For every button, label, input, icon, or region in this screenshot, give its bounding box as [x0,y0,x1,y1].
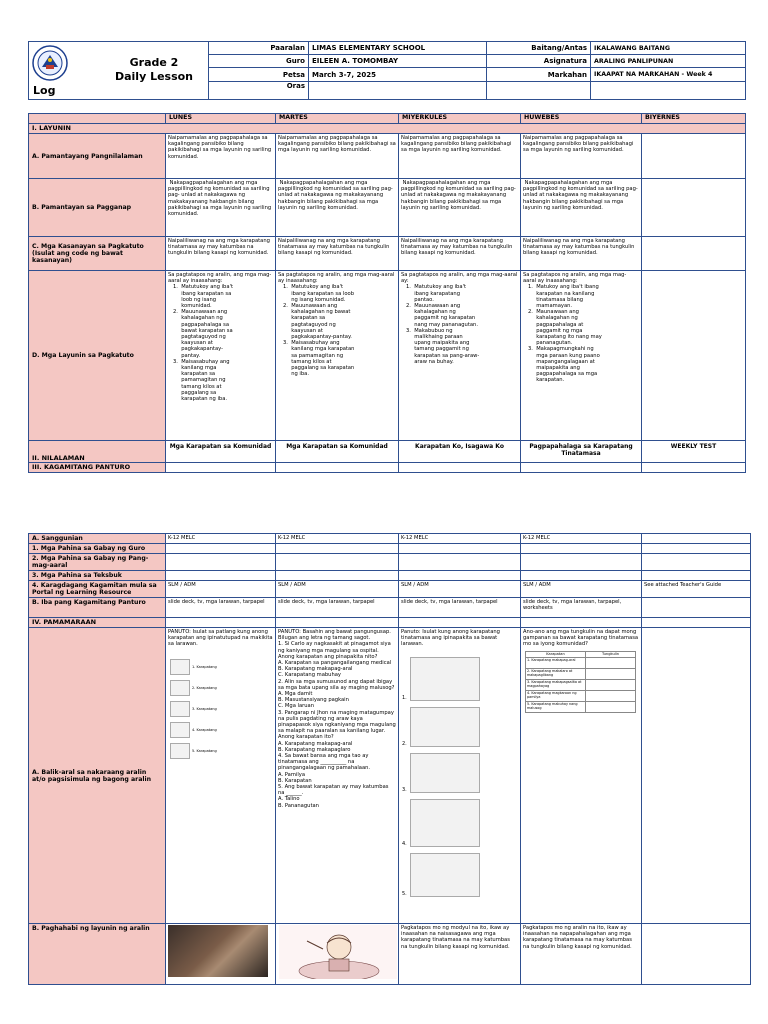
section-layunin-row [29,124,746,134]
lesson-table-2 [28,533,751,985]
day-martes: MARTES [276,114,399,124]
child-photo-icon [168,925,268,977]
picture-item: 4. [402,793,517,847]
row-label: 2. Mga Pahina sa Gabay ng Pang-mag-aaral [29,554,166,571]
cell-text: Pagpapahalaga sa Karapatang Tinatamasa [521,441,642,463]
cell-text: slide deck, tv, mga larawan, tarpapel [276,598,399,618]
row-nilalaman [29,441,746,463]
cell-text: slide deck, tv, mga larawan, tarpapel [166,598,276,618]
paghahabi-huwebes: Pagkatapos mo ng aralin na ito, ikaw ay inaasahan na napapahalagahan ang mga karapatang tinatamasa na may katumbas na tungkulin bilang kasapi ng komunidad. [521,924,642,985]
cell-text [642,598,751,618]
row-sanggunian [29,534,751,544]
cell-text: Nakapagpapahalagahan ang mga pagpillingkod ng komunidad sa sariling pag- unlad at nakakagawa ng makakayanang hakbangin bilang pakikibahagi sa mga layunin ng sariling komunidad. [521,179,642,237]
title-cell [29,42,209,100]
grade-level-value: IKALAWANG BAITANG [591,42,746,55]
cell-text: Nakapagpapahalagahan ang mga pagpillingkod ng komunidad sa sariling pag- unlad at nakakagawa ng makakayanang hakbangin bilang pakikibahagi sa mga layunin ng sariling komunidad. [399,179,521,237]
cell-text [642,134,746,179]
row-pamantayan-pagganap [29,179,746,237]
cell-text: K-12 MELC [276,534,399,544]
house-picture-icon [410,657,480,701]
row-teksbuk [29,571,751,581]
subject-label: Asignatura [487,55,591,68]
cell-text: slide deck, tv, mga larawan, tarpapel, worksheets [521,598,642,618]
cell-text: Naipaliliwanag na ang mga karapatang tinatamasa ay may katumbas na tungkulin bilang kasapi ng komunidad. [521,237,642,271]
row-label: A. Balik-aral sa nakaraang aralin at/o pagsisimula ng bagong aralin [29,628,166,924]
cell-text [642,237,746,271]
cell-text: WEEKLY TEST [642,441,746,463]
teacher-value: EILEEN A. TOMOMBAY [309,55,487,68]
title-line3: Log [33,84,56,97]
row-label: A. Pamantayang Pangnilalaman [29,134,166,179]
worksheet-item: 4. Karapatang [170,720,271,741]
lesson-table [28,113,746,473]
balik-aral-miyerkules [399,628,521,924]
date-label: Petsa [209,68,309,82]
time-label: Oras [209,82,309,100]
quarter-label: Markahan [487,68,591,82]
quarter-value: IKAAPAT NA MARKAHAN - Week 4 [591,68,746,82]
table-row: 4. Karapatang magkaroon ng pamilya [526,690,636,701]
child-drawing-icon [170,680,190,696]
karapatan-tungkulin-table [525,651,636,713]
row-iba-pang [29,598,751,618]
row-label: B. Iba pang Kagamitang Panturo [29,598,166,618]
paghahabi-miyerkules: Pagkatapos mo ng modyul na ito, ikaw ay inaasahan na naisasagawa ang mga karapatang tinatamasa na may katumbas na tungkulin bilang kasapi ng komunidad. [399,924,521,985]
cell-text: SLM / ADM [166,581,276,598]
cell-text: SLM / ADM [399,581,521,598]
section-pamamaraan: IV. PAMAMARAAN [29,618,166,628]
table-row: 1. Karapatang makapag-aral [526,657,636,668]
day-biyernes: BIYERNES [642,114,746,124]
section-pamamaraan-row [29,618,751,628]
header-block [28,41,745,99]
grade-level-label: Baitang/Antas [487,42,591,55]
cell-text: K-12 MELC [399,534,521,544]
people-picture-icon [410,799,480,847]
row-label: B. Paghahabi ng layunin ng aralin [29,924,166,985]
cartoon-official-icon [279,925,397,979]
school-value: LIMAS ELEMENTARY SCHOOL [309,42,487,55]
cell-text: Naipaliliwanag na ang mga karapatang tinatamasa ay may katumbas na tungkulin bilang kasapi ng komunidad. [276,237,399,271]
cell-text: PANUTO: Isulat sa patlang kung anong karapatan ang ipinatutupad na makikita sa larawan. [168,629,275,648]
header-table [28,41,746,100]
lesson-table-page2 [28,533,750,985]
row-label: D. Mga Layunin sa Pagkatuto [29,271,166,441]
cell-text: Sa pagtatapos ng aralin, ang mga mag-aaral ay inaasahang: 1. Matutukoy ang iba't ibang karapatan sa loob ng isang komunidad. 2. Mauunawaan ang kahalagahan ng bawat karapatan sa pagtataguyod ng kaayusan at pagkakapantay-pantay. 3. Maisasabuhay ang kanilang mga karapatan sa pamamagitan ng tamang kilos at paggalang sa karapatan ng iba. [276,271,399,441]
balik-aral-lunes [166,628,276,924]
row-label: B. Pamantayan sa Pagganap [29,179,166,237]
time-value [309,82,487,100]
worksheet-item: 1. Karapatang [170,657,271,678]
cell-text: Sa pagtatapos ng aralin, ang mga mag-aaral ay inaasahang: 1. Matutukoy ang iba't ibang karapatan sa loob ng isang komunidad. 2. Mauunawaan ang kahalagahan ng pagpapahalaga sa bawat karapatan sa pagtataguyod ng kaayusan at pagkakapantay- pantay. 3. Maisasabuhay ang kanilang mga karapatan sa pamamagitan ng tamang kilos at paggalang sa karapatan ng iba. [166,271,276,441]
paghahabi-lunes [166,924,276,985]
picture-item: 5. [402,847,517,897]
picture-item: 2. [402,701,517,747]
child-drawing-icon [170,722,190,738]
worksheet-item: 2. Karapatang [170,678,271,699]
cell-text: K-12 MELC [166,534,276,544]
paghahabi-martes [276,924,399,985]
cell-text: SLM / ADM [276,581,399,598]
title-line2: Daily Lesson [114,70,194,83]
row-gabay-guro [29,544,751,554]
cell-text: Mga Karapatan sa Komunidad [276,441,399,463]
table-header: Tungkulin [586,651,636,657]
table-header: Karapatan [526,651,586,657]
cell-text: Panuto: Isulat kung anong karapatang tinatamasa ang ipinapakita sa bawat larawan. [401,629,502,648]
day-miyerkules: MIYERKULES [399,114,521,124]
balik-aral-huwebes [521,628,642,924]
cell-text: Naipaliliwanag na ang mga karapatang tinatamasa ay may katumbas na tungkulin bilang kasapi ng komunidad. [399,237,521,271]
table-row: 3. Karapatang makapagsalita at magpahayag [526,679,636,690]
row-paghahabi [29,924,751,985]
cell-text: Karapatan Ko, Isagawa Ko [399,441,521,463]
cell-text [642,534,751,544]
worksheet-item: 5. Karapatang [170,741,271,762]
child-drawing-icon [170,701,190,717]
child-drawing-icon [170,659,190,675]
lesson-table-page1 [28,113,745,473]
day-lunes: LUNES [166,114,276,124]
cell-text: Naipamamalas ang pagpapahalaga sa kagalingang pansibiko bilang pakikibahagi sa mga layunin ng sariling komunidad. [166,134,276,179]
worksheet-item: 3. Karapatang [170,699,271,720]
teacher-label: Guro [209,55,309,68]
row-balik-aral [29,628,751,924]
cell-text: slide deck, tv, mga larawan, tarpapel [399,598,521,618]
cell-text: Mga Karapatan sa Komunidad [166,441,276,463]
cell-text: Naipaliliwanag na ang mga karapatang tinatamasa ay may katumbas na tungkulin bilang kasapi ng komunidad. [166,237,276,271]
cell-text: See attached Teacher's Guide [642,581,751,598]
cell-text: Sa pagtatapos ng aralin, ang mga mag-aaral ay: 1. Matutukoy ang iba't ibang karapatang pantao. 2. Mauunawaan ang kahalagahan ng paggamit ng karapatan nang may pananagutan. 3. Makabubuo ng malikhaing paraan upang maipakita ang tamang paggamit ng karapatan sa pang-araw- araw na buhay. [399,271,521,441]
date-value: March 3-7, 2025 [309,68,487,82]
school-label: Paaralan [209,42,309,55]
row-label: 4. Karagdagang Kagamitan mula sa Portal ng Learning Resource [29,581,166,598]
picture-item: 1. [402,651,517,701]
cell-text: Naipamamalas ang pagpapahalaga sa kagalingang pansibiko bilang pakikibahagi sa mga layunin ng sariling komunidad. [521,134,642,179]
row-label: C. Mga Kasanayan sa Pagkatuto (Isulat ang code ng bawat kasanayan) [29,237,166,271]
dining-picture-icon [410,853,480,897]
row-pamantayang-pangnilalaman [29,134,746,179]
row-label: 3. Mga Pahina sa Teksbuk [29,571,166,581]
cell-text: K-12 MELC [521,534,642,544]
day-huwebes: HUWEBES [521,114,642,124]
cell-text: Nakapagpapahalagahan ang mga pagpillingkod ng komunidad sa sariling pag- unlad at nakakagawa ng makakayanang hakbangin bilang pakikibahagi sa mga layunin ng sariling komunidad. [276,179,399,237]
cell-text: Naipamamalas ang pagpapahalaga sa kagalingang pansibiko bilang pakikibahagi sa mga layunin ng sariling komunidad. [276,134,399,179]
section-kagamitan: III. KAGAMITANG PANTURO [29,463,166,473]
cell-text: Sa pagtatapos ng aralin, ang mga mag-aaral ay inaasahang: 1. Matukoy ang iba't ibang karapatan na kanilang tinatamasa bilang mamamayan. 2. Maunawaan ang kahalagahan ng pagpapahalaga at paggamit ng mga karapatang ito nang may pananagutan. 3. Makapagmungkahi ng mga paraan kung paano mapangangalagaan at maipapakita ang pagpapahalaga sa mga karapatan. [521,271,642,441]
title-line1: Grade 2 [129,56,179,69]
row-gabay-mag-aaral [29,554,751,571]
row-kagamitan [29,463,746,473]
row-kasanayan [29,237,746,271]
cell-text [642,179,746,237]
section-layunin: I. LAYUNIN [29,124,746,134]
balik-aral-martes: PANUTO: Basahin ang bawat pangungusap. Bilugan ang letra ng tamang sagot. 1. Si Carlo ay nagkasakit at pinagamot siya ng kaniyang mga magulang sa ospital. Anong karapatan ang pinapakita nito? A. Karapatan sa pangangailangang medical B. Karapatang makapag-aral C. Karapatang mabuhay 2. Alin sa mga sumusunod ang dapat ibigay sa mga bata upang sila ay maging malusog? A. Mga damit B. Masustansiyang pagkain C. Mga laruan 3. Pangarap ni Jhon na maging matagumpay na pulis pagdating ng araw kaya pinapapasok siya ngkaniyang mga magulang sa malapit na paaralan sa kanilang lugar. Anong karapatan ito? A. Karapatang makapag-aral B. Karapatang makapaglaro 4. Sa bawat bansa ang mga tao ay tinatamasa ang __________ na pinangangalagaan ng pamahalaan. A. Pamilya B. Karapatan 5. Ang bawat karapatan ay may katumbas na ______. A. Talino B. Pananagutan [276,628,399,924]
cell-text: Nakapagpapahalagahan ang mga pagpillingkod ng komunidad sa sariling pag- unlad at nakakagawa ng makakayanang hakbangin bilang pakikibahagi sa mga layunin ng sariling komunidad. [166,179,276,237]
section-nilalaman: II. NILALAMAN [29,441,166,463]
picture-list [399,649,520,899]
row-layunin-pagkatuto [29,271,746,441]
days-header-row [29,114,746,124]
family-picture-icon [410,707,480,747]
cell-text: Ano-ano ang mga tungkulin na dapat mong gampanan sa bawat karapatang tinatamasa mo sa iyong komunidad? [523,629,640,648]
child-drawing-icon [170,743,190,759]
cell-text: SLM / ADM [521,581,642,598]
subject-value: ARALING PANLIPUNAN [591,55,746,68]
picture-item: 3. [402,747,517,793]
row-lr-portal [29,581,751,598]
row-label: A. Sanggunian [29,534,166,544]
table-row: 2. Karapatang makalaro at makapaglibang [526,668,636,679]
deped-seal-icon [32,45,68,81]
classroom-picture-icon [410,753,480,793]
row-label: 1. Mga Pahina sa Gabay ng Guro [29,544,166,554]
table-row: 5. Karapatang mabuhay nang malusog [526,701,636,712]
cell-text [642,271,746,441]
lunes-worksheet [166,649,275,764]
cell-text: Naipamamalas ang pagpapahalaga sa kagalingang pansibiko bilang pakikibahagi sa mga layunin ng sariling komunidad. [399,134,521,179]
